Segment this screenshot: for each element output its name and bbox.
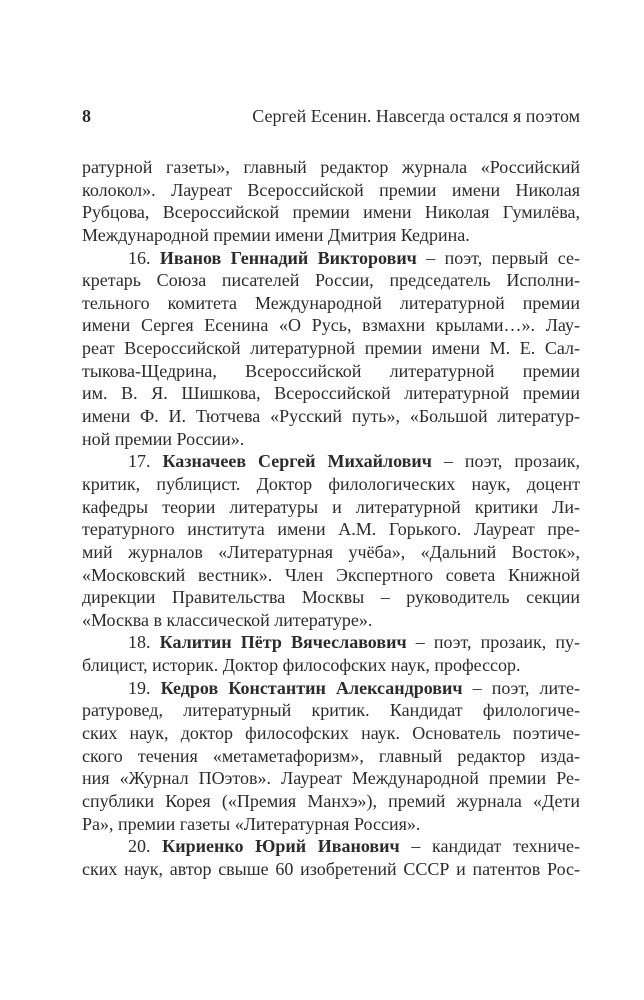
- text-line: [82, 677, 580, 700]
- person-name: Иванов Геннадий Викторович: [159, 247, 417, 268]
- text-line: [82, 699, 580, 722]
- text-segment: 16.: [128, 247, 160, 268]
- text-segment: колокол». Лауреат Всероссийской премии имени Николая: [82, 179, 580, 200]
- text-line: [82, 337, 580, 360]
- text-segment: 17.: [128, 451, 163, 472]
- text-segment: тыкова-Щедрина, Всероссийской литературной премии: [82, 360, 580, 381]
- text-line: [82, 496, 580, 519]
- text-segment: – поэт, прозаик,: [431, 451, 581, 472]
- text-line: [82, 631, 580, 654]
- text-line: [82, 292, 580, 315]
- text-segment: тературного института имени А.М. Горького. Лауреат пре-: [82, 519, 580, 540]
- text-segment: дирекции Правительства Москвы – руководитель секции: [82, 587, 580, 608]
- text-segment: 19.: [128, 677, 161, 698]
- text-segment: блицист, историк. Доктор философских наук, профессор.: [82, 655, 521, 676]
- text-segment: имени Сергея Есенина «О Русь, взмахни крылами…». Лау-: [82, 315, 580, 336]
- text-segment: критик, публицист. Доктор филологических наук, доцент: [82, 473, 580, 494]
- text-line: [82, 609, 580, 632]
- text-segment: Ра», премии газеты «Литературная Россия».: [82, 813, 421, 834]
- person-name: Кириенко Юрий Иванович: [162, 836, 400, 857]
- person-name: Калитин Пётр Вячеславович: [159, 632, 407, 653]
- text-line: [82, 428, 580, 451]
- text-segment: имени Ф. И. Тютчева «Русский путь», «Большой литератур-: [82, 406, 580, 427]
- text-segment: – поэт, первый се-: [416, 247, 581, 268]
- text-segment: мий журналов «Литературная учёба», «Дальний Восток»,: [82, 541, 580, 562]
- page-number: 8: [82, 106, 91, 126]
- text-line: [82, 767, 580, 790]
- text-line: [82, 835, 580, 858]
- text-line: [82, 269, 580, 292]
- text-segment: «Москва в классической литературе».: [82, 609, 373, 630]
- person-name: Кедров Константин Александрович: [160, 677, 463, 698]
- text-segment: реат Всероссийской литературной премии имени М. Е. Сал-: [82, 338, 580, 359]
- text-segment: им. В. Я. Шишкова, Всероссийской литературной премии: [82, 383, 580, 404]
- text-line: [82, 858, 580, 881]
- text-segment: – поэт, прозаик, пу-: [406, 632, 580, 653]
- text-segment: ратуровед, литературный критик. Кандидат филологиче-: [82, 700, 580, 721]
- text-line: [82, 201, 580, 224]
- text-segment: 18.: [128, 632, 160, 653]
- text-line: [82, 224, 580, 247]
- text-line: [82, 541, 580, 564]
- text-line: [82, 518, 580, 541]
- text-line: [82, 564, 580, 587]
- text-line: [82, 382, 580, 405]
- text-segment: тельного комитета Международной литературной премии: [82, 292, 580, 313]
- text-line: [82, 813, 580, 836]
- text-line: [82, 179, 580, 202]
- text-line: [82, 586, 580, 609]
- body-text: [82, 156, 580, 881]
- text-line: [82, 722, 580, 745]
- text-line: [82, 156, 580, 179]
- text-line: [82, 790, 580, 813]
- text-line: [82, 473, 580, 496]
- text-line: [82, 360, 580, 383]
- text-line: [82, 314, 580, 337]
- text-segment: кретарь Союза писателей России, председатель Исполни-: [82, 270, 580, 291]
- text-line: [82, 654, 580, 677]
- running-title: Сергей Есенин. Навсегда остался я поэтом: [252, 106, 580, 126]
- page-header: [82, 106, 580, 132]
- person-name: Казначеев Сергей Михайлович: [162, 451, 432, 472]
- text-segment: – поэт, лите-: [462, 677, 581, 698]
- text-segment: ских наук, автор свыше 60 изобретений СССР и патентов Рос-: [82, 858, 580, 879]
- text-segment: 20.: [128, 836, 163, 857]
- text-line: [82, 247, 580, 270]
- text-line: [82, 745, 580, 768]
- text-segment: ских наук, доктор философских наук. Основатель поэтиче-: [82, 723, 580, 744]
- text-line: [82, 450, 580, 473]
- text-segment: Рубцова, Всероссийской премии имени Николая Гумилёва,: [82, 202, 580, 223]
- text-segment: «Московский вестник». Член Экспертного совета Книжной: [82, 564, 580, 585]
- text-segment: – кандидат техниче-: [399, 836, 580, 857]
- text-segment: ратурной газеты», главный редактор журнала «Российский: [82, 157, 580, 177]
- text-segment: ной премии России».: [82, 428, 245, 449]
- text-segment: ния «Журнал ПОэтов». Лауреат Международной премии Ре-: [82, 768, 580, 789]
- text-line: [82, 405, 580, 428]
- text-segment: ского течения «метаметафоризм», главный редактор изда-: [82, 745, 580, 766]
- text-segment: кафедры теории литературы и литературной критики Ли-: [82, 496, 580, 517]
- text-segment: спублики Корея («Премия Манхэ»), премий журнала «Дети: [82, 790, 580, 811]
- text-segment: Международной премии имени Дмитрия Кедрина.: [82, 224, 470, 245]
